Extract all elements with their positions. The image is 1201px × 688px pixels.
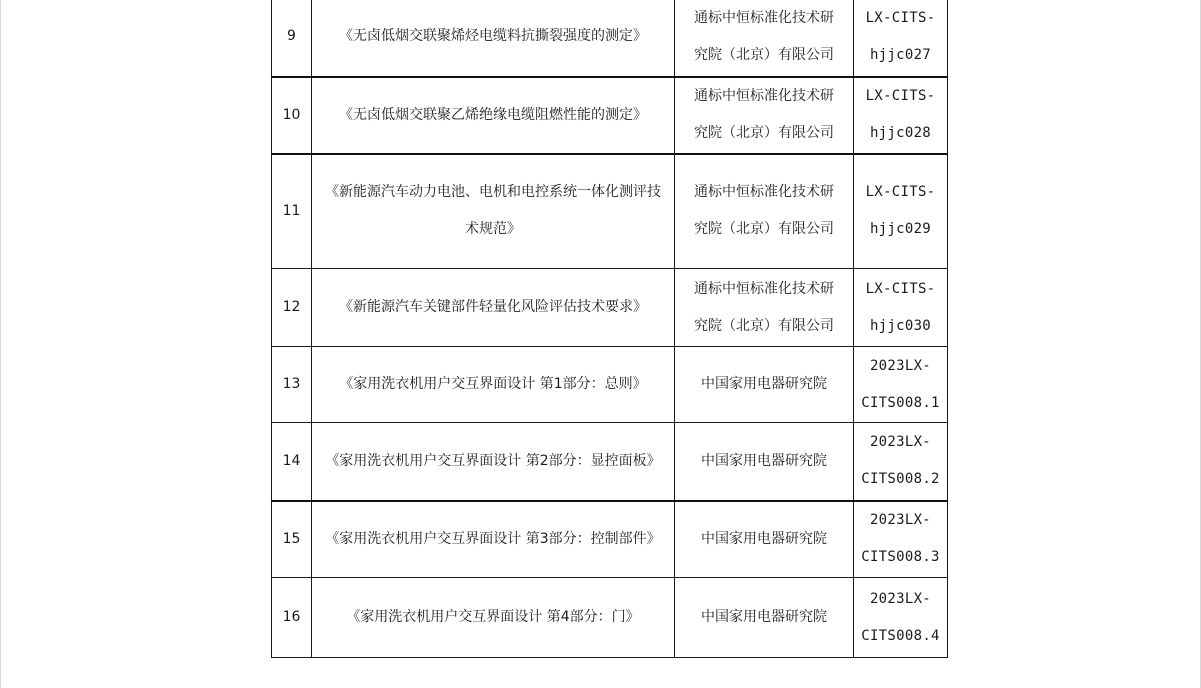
standard-name: 《无卤低烟交联聚乙烯绝缘电缆阻燃性能的测定》	[312, 77, 675, 154]
row-number: 9	[272, 0, 312, 77]
standard-code: LX-CITS- hjjc027	[854, 0, 948, 77]
organization: 通标中恒标准化技术研 究院（北京）有限公司	[675, 77, 854, 154]
row-number: 12	[272, 269, 312, 347]
row-number: 13	[272, 347, 312, 423]
standard-name: 《家用洗衣机用户交互界面设计 第4部分：门》	[312, 578, 675, 658]
organization: 中国家用电器研究院	[675, 423, 854, 501]
organization: 中国家用电器研究院	[675, 501, 854, 578]
table-row	[272, 578, 948, 658]
standard-code: LX-CITS- hjjc028	[854, 77, 948, 154]
table-row	[272, 154, 948, 269]
standard-code: 2023LX- CITS008.1	[854, 347, 948, 423]
organization: 通标中恒标准化技术研 究院（北京）有限公司	[675, 269, 854, 347]
row-number: 16	[272, 578, 312, 658]
standard-name: 《新能源汽车关键部件轻量化风险评估技术要求》	[312, 269, 675, 347]
standard-name: 《新能源汽车动力电池、电机和电控系统一体化测评技 术规范》	[312, 154, 675, 269]
table-row	[272, 423, 948, 501]
standard-name: 《家用洗衣机用户交互界面设计 第3部分：控制部件》	[312, 501, 675, 578]
table-row	[272, 347, 948, 423]
standard-code: LX-CITS- hjjc030	[854, 269, 948, 347]
standards-table	[271, 0, 948, 658]
standard-code: 2023LX- CITS008.4	[854, 578, 948, 658]
standard-name: 《无卤低烟交联聚烯烃电缆料抗撕裂强度的测定》	[312, 0, 675, 77]
page-edge-left	[0, 0, 1, 688]
organization: 中国家用电器研究院	[675, 347, 854, 423]
row-number: 14	[272, 423, 312, 501]
standard-code: 2023LX- CITS008.3	[854, 501, 948, 578]
table-row	[272, 269, 948, 347]
row-number: 15	[272, 501, 312, 578]
standard-code: LX-CITS- hjjc029	[854, 154, 948, 269]
table-row	[272, 501, 948, 578]
standard-name: 《家用洗衣机用户交互界面设计 第1部分：总则》	[312, 347, 675, 423]
organization: 通标中恒标准化技术研 究院（北京）有限公司	[675, 154, 854, 269]
standard-code: 2023LX- CITS008.2	[854, 423, 948, 501]
organization: 通标中恒标准化技术研 究院（北京）有限公司	[675, 0, 854, 77]
organization: 中国家用电器研究院	[675, 578, 854, 658]
standard-name: 《家用洗衣机用户交互界面设计 第2部分：显控面板》	[312, 423, 675, 501]
row-number: 10	[272, 77, 312, 154]
table-row	[272, 77, 948, 154]
row-number: 11	[272, 154, 312, 269]
table-row	[272, 0, 948, 77]
